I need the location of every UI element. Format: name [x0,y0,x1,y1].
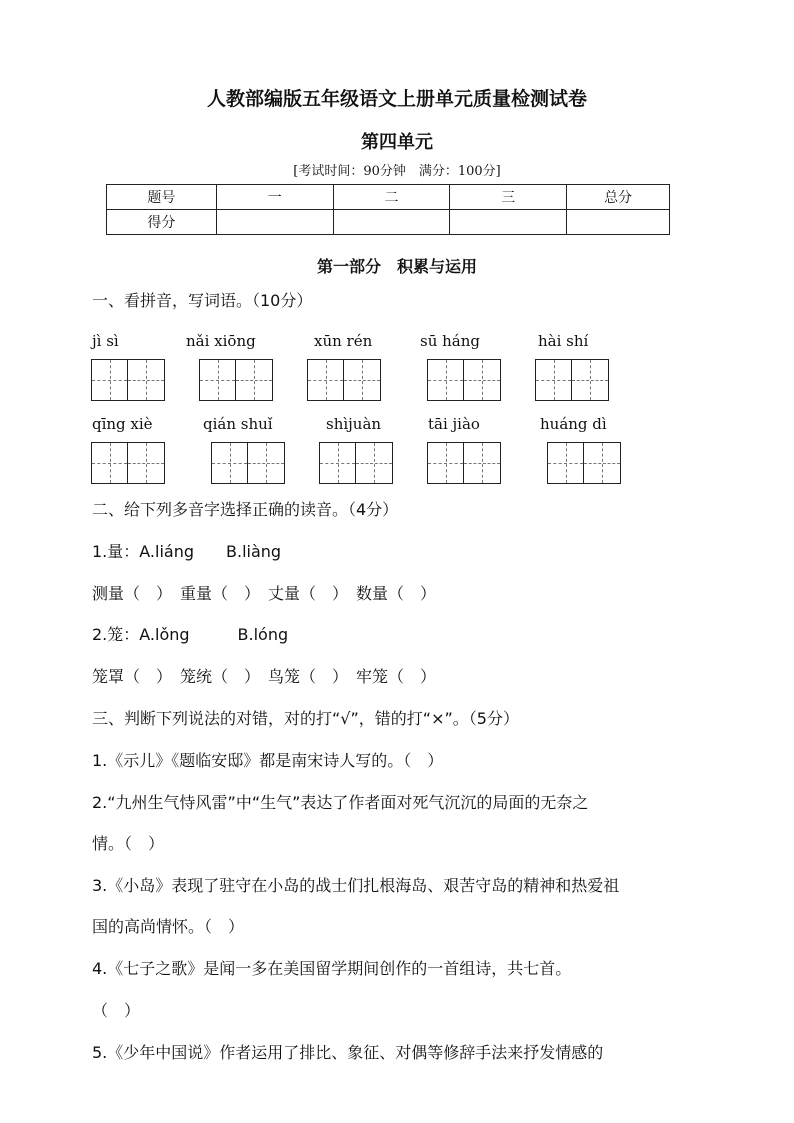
q3-title: 三、判断下列说法的对错，对的打“√”，错的打“×”。（5分） [92,709,519,728]
q3-statement-3-cont: 国的高尚情怀。（ ） [92,917,245,936]
pinyin-label: qīng xiè [92,415,153,433]
writing-grid[interactable] [91,442,165,484]
pinyin-label: tāi jiào [428,415,480,433]
writing-grid[interactable] [547,442,621,484]
score-header-3: 三 [450,185,567,210]
q2-item2-words: 笼罩（ ） 笼统（ ） 鸟笼（ ） 牢笼（ ） [92,667,437,686]
score-table [106,184,670,235]
writing-grid[interactable] [307,359,381,401]
pinyin-label: hài shí [538,332,589,350]
q1-title: 一、看拼音，写词语。（10分） [92,291,313,310]
writing-grid[interactable] [427,359,501,401]
score-header-label: 题号 [107,185,217,210]
q2-title: 二、给下列多音字选择正确的读音。（4分） [92,500,399,519]
exam-title: 人教部编版五年级语文上册单元质量检测试卷 [206,88,587,110]
pinyin-label: sū háng [420,332,480,350]
score-header-1: 一 [216,185,333,210]
q3-statement-2: 2.“九州生气恃风雷”中“生气”表达了作者面对死气沉沉的局面的无奈之 [92,793,589,812]
pinyin-label: qián shuǐ [203,415,273,433]
score-table-score-row [107,210,670,235]
score-row-label: 得分 [107,210,217,235]
score-cell-3[interactable] [450,210,567,235]
score-cell-total[interactable] [567,210,670,235]
writing-grid[interactable] [211,442,285,484]
pinyin-label: jì sì [92,332,119,350]
q3-statement-4: 4.《七子之歌》是闻一多在美国留学期间创作的一首组诗，共七首。 [92,959,572,978]
q2-item2: 2.笼：A.lǒng B.lóng [92,625,289,644]
part1-title: 第一部分 积累与运用 [316,257,477,276]
q2-item1: 1.量：A.liáng B.liàng [92,542,282,561]
writing-grid[interactable] [199,359,273,401]
q2-item1-words: 测量（ ） 重量（ ） 丈量（ ） 数量（ ） [92,584,437,603]
score-header-total: 总分 [567,185,670,210]
writing-grid[interactable] [535,359,609,401]
pinyin-label: shìjuàn [326,415,382,433]
score-table-header-row [107,185,670,210]
writing-grid[interactable] [319,442,393,484]
score-cell-2[interactable] [333,210,450,235]
pinyin-label: huáng dì [540,415,607,433]
unit-title: 第四单元 [361,132,433,153]
pinyin-label: nǎi xiōng [186,332,256,350]
q3-statement-4-cont: （ ） [92,1001,141,1020]
exam-info: [考试时间：90分钟 满分：100分] [293,164,501,179]
writing-grid[interactable] [427,442,501,484]
q3-statement-3: 3.《小岛》表现了驻守在小岛的战士们扎根海岛、艰苦守岛的精神和热爱祖 [92,876,620,895]
q3-statement-5: 5.《少年中国说》作者运用了排比、象征、对偶等修辞手法来抒发情感的 [92,1043,604,1062]
score-cell-1[interactable] [216,210,333,235]
writing-grid[interactable] [91,359,165,401]
score-header-2: 二 [333,185,450,210]
q3-statement-1: 1.《示儿》《题临安邸》都是南宋诗人写的。（ ） [92,751,444,770]
q3-statement-2-cont: 情。（ ） [92,834,165,853]
pinyin-label: xūn rén [314,332,373,350]
